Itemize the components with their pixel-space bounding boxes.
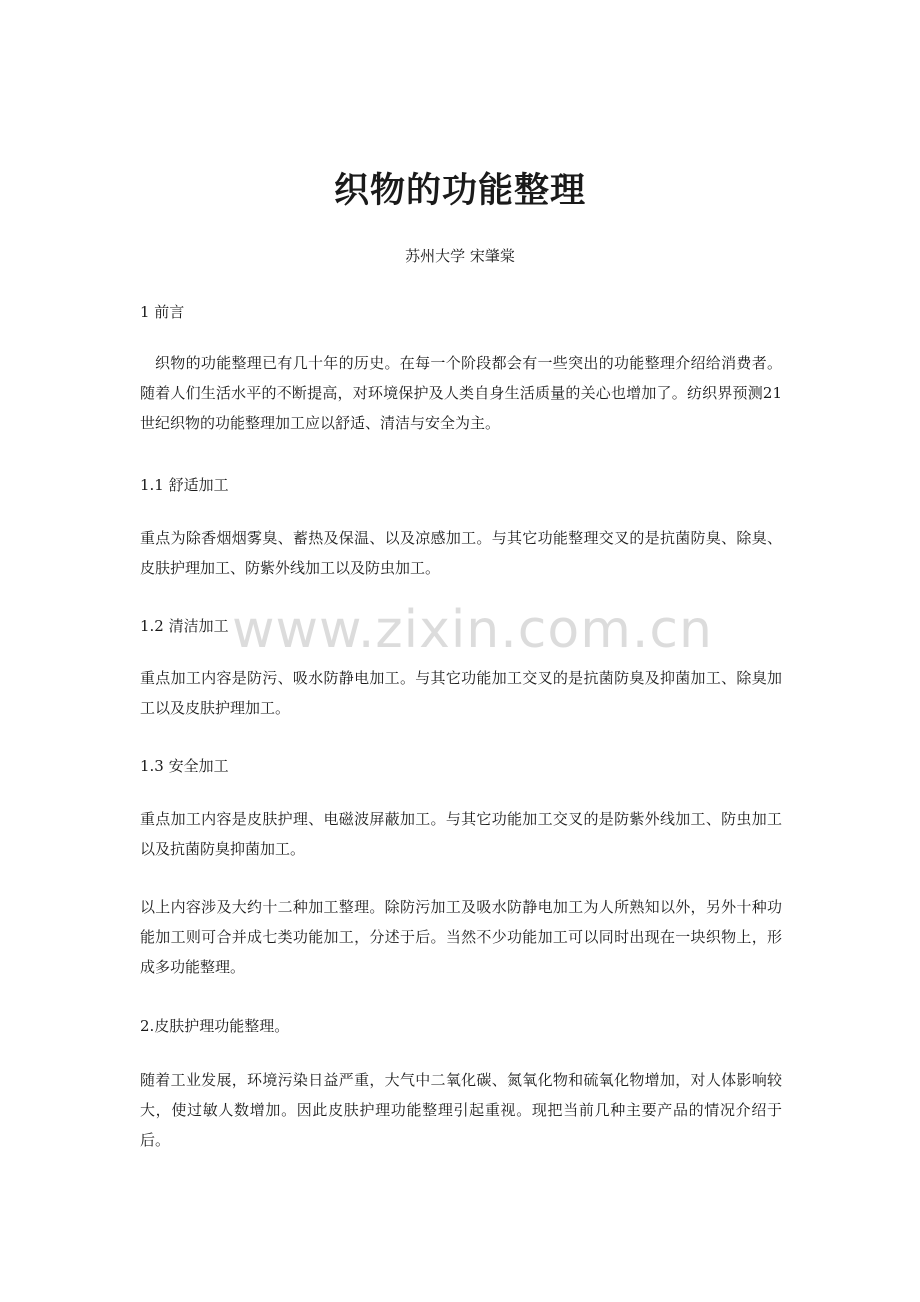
document-title: 织物的功能整理 [333,170,586,211]
section-heading-skin-care: 2.皮肤护理功能整理。 [140,1017,290,1035]
section-heading-preface: 1 前言 [140,303,185,321]
paragraph-clean: 重点加工内容是防污、吸水防静电加工。与其它功能加工交叉的是抗菌防臭及抑菌加工、除臭加工以及皮肤护理加工。 [140,669,782,717]
section-heading-safety: 1.3 安全加工 [140,757,229,775]
author-line: 苏州大学 宋肇棠 [405,247,515,265]
section-heading-clean: 1.2 清洁加工 [140,617,229,635]
paragraph-intro: 织物的功能整理已有几十年的历史。在每一个阶段都会有一些突出的功能整理介绍给消费者。随着人们生活水平的不断提高，对环境保护及人类自身生活质量的关心也增加了。纺织界预测21世纪织物的功能整理加工应以舒适、清洁与安全为主。 [140,354,782,432]
watermark-text: www.zixin.com.cn [232,600,713,660]
section-heading-comfort: 1.1 舒适加工 [140,476,229,494]
paragraph-safety: 重点加工内容是皮肤护理、电磁波屏蔽加工。与其它功能加工交叉的是防紫外线加工、防虫加工以及抗菌防臭抑菌加工。 [140,810,782,858]
paragraph-skin-care: 随着工业发展，环境污染日益严重，大气中二氧化碳、氮氧化物和硫氧化物增加，对人体影响较大，使过敏人数增加。因此皮肤护理功能整理引起重视。现把当前几种主要产品的情况介绍于后。 [140,1071,782,1149]
paragraph-summary: 以上内容涉及大约十二种加工整理。除防污加工及吸水防静电加工为人所熟知以外，另外十种功能加工则可合并成七类功能加工，分述于后。当然不少功能加工可以同时出现在一块织物上，形成多功能整理。 [140,898,782,976]
paragraph-comfort: 重点为除香烟烟雾臭、蓄热及保温、以及凉感加工。与其它功能整理交叉的是抗菌防臭、除臭、皮肤护理加工、防紫外线加工以及防虫加工。 [140,529,782,577]
